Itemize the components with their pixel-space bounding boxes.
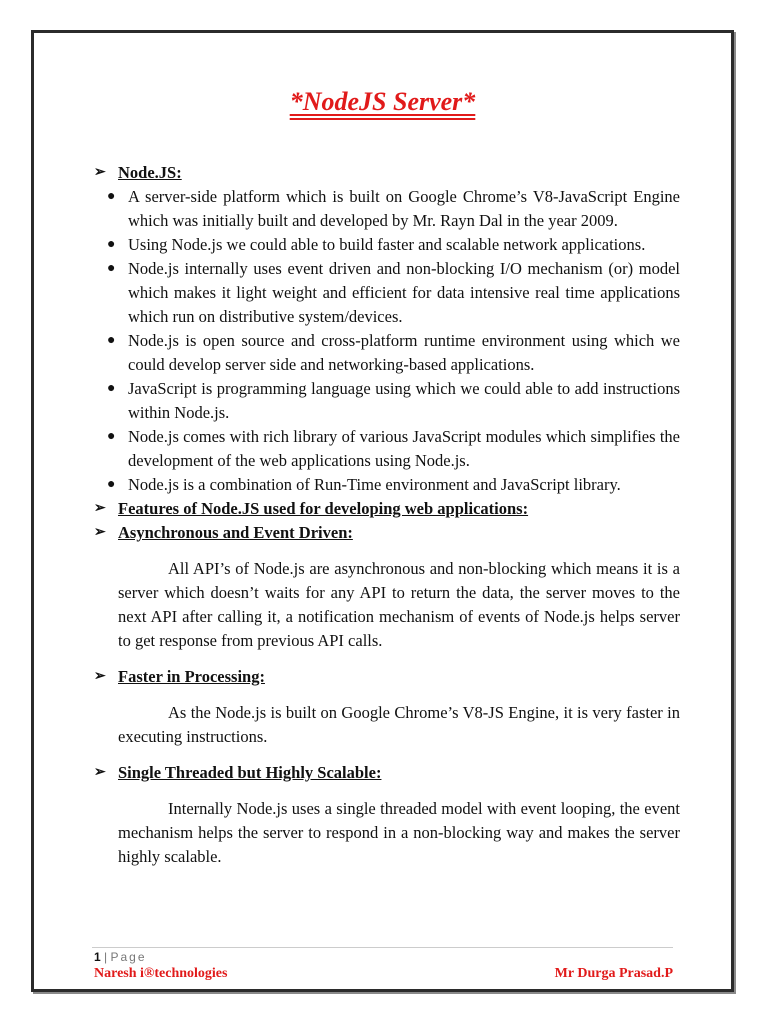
document-body (90, 161, 680, 869)
bullet-dot-icon: ● (107, 429, 116, 444)
section-heading-faster: ➢ Faster in Processing: (90, 665, 680, 689)
single-threaded-paragraph: Internally Node.js uses a single threaded model with event looping, the event mechanism helps the server to respond in a non-blocking way and makes the server highly scalable. (118, 799, 680, 866)
footer-company: Naresh i®technologies (94, 966, 228, 981)
nodejs-bullet-list (90, 185, 680, 497)
page-title: *NodeJS Server* (289, 87, 476, 116)
list-item: ● Node.js is a combination of Run-Time environment and JavaScript library. (90, 473, 680, 497)
arrow-bullet-icon: ➢ (94, 501, 106, 516)
bullet-dot-icon: ● (107, 237, 116, 252)
list-item: ● JavaScript is programming language using which we could able to add instructions within Node.js. (107, 379, 680, 422)
document-page (31, 30, 734, 992)
bullet-dot-icon: ● (107, 477, 116, 492)
footer-divider (92, 947, 673, 948)
bullet-dot-icon: ● (107, 381, 116, 396)
section-heading-single-threaded: ➢ Single Threaded but Highly Scalable: (90, 761, 680, 785)
section-heading-features: ➢ Features of Node.JS used for developing web applications: (90, 497, 680, 521)
async-paragraph: All API’s of Node.js are asynchronous and non-blocking which means it is a server which doesn’t waits for any API to return the data, the server moves to the next API after calling it, a notification mechanism of events of Node.js helps server to get response from previous API calls. (118, 559, 680, 650)
bullet-dot-icon: ● (107, 333, 116, 348)
list-item: ● Node.js comes with rich library of various JavaScript modules which simplifies the development of the web applications using Node.js. (107, 427, 680, 470)
arrow-bullet-icon: ➢ (94, 765, 106, 780)
list-item: ● Node.js internally uses event driven and non-blocking I/O mechanism (or) model which makes it light weight and efficient for data intensive real time applications which run on distributive system/devices. (107, 259, 680, 326)
arrow-bullet-icon: ➢ (94, 525, 106, 540)
list-item: ● A server-side platform which is built on Google Chrome’s V8-JavaScript Engine which was initially built and developed by Mr. Rayn Dal in the year 2009. (107, 187, 680, 230)
section-heading-async: ➢ Asynchronous and Event Driven: (90, 521, 680, 545)
list-item: ● Node.js is open source and cross-platform runtime environment using which we could develop server side and networking-based applications. (107, 331, 680, 374)
bullet-dot-icon: ● (107, 261, 116, 276)
page-number: 1 | Page (94, 950, 147, 964)
bullet-dot-icon: ● (107, 189, 116, 204)
arrow-bullet-icon: ➢ (94, 165, 106, 180)
footer-author: Mr Durga Prasad.P (554, 966, 673, 981)
section-heading-nodejs: ➢ Node.JS: (90, 161, 680, 185)
faster-paragraph: As the Node.js is built on Google Chrome’s V8-JS Engine, it is very faster in executing instructions. (118, 703, 680, 746)
list-item: ● Using Node.js we could able to build faster and scalable network applications. (90, 233, 680, 257)
arrow-bullet-icon: ➢ (94, 669, 106, 684)
